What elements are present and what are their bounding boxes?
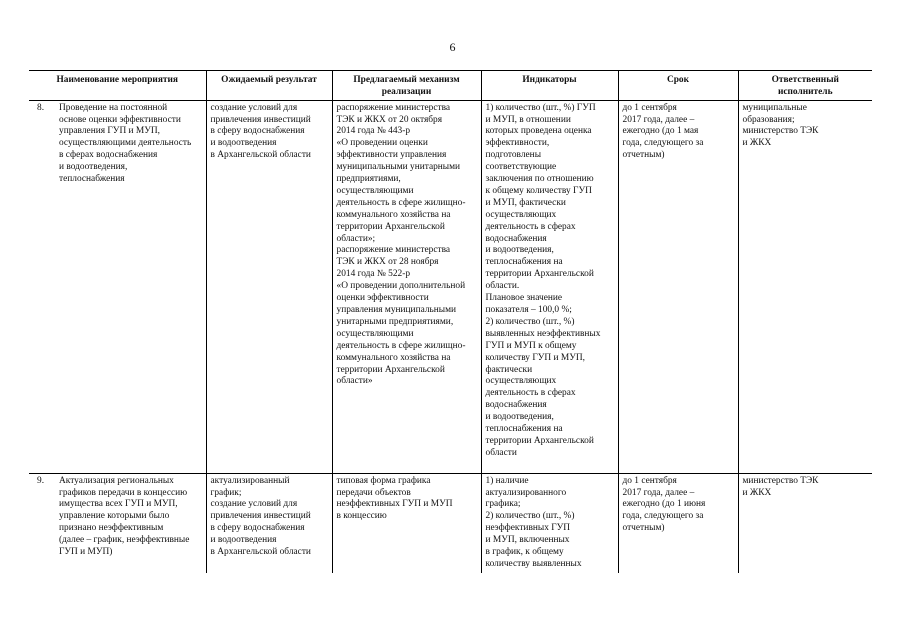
- cell-line: области»;: [336, 233, 376, 244]
- cell-line: актуализированного: [485, 487, 567, 498]
- cell-line: управления ГУП и МУП,: [59, 126, 161, 137]
- cell-line: ГУП и МУП): [59, 547, 113, 558]
- cell-line: к общему количеству ГУП: [485, 185, 592, 196]
- cell-line: в сферу водоснабжения: [210, 126, 305, 137]
- cell-line: в концессию: [336, 511, 387, 522]
- cell-line: распоряжение министерства: [336, 245, 451, 256]
- cell-line: неэффективных ГУП и МУП: [336, 499, 453, 510]
- cell-line: в график, к общему: [485, 547, 564, 558]
- cell-line: показателя – 100,0 %;: [485, 305, 572, 315]
- cell-responsible: [738, 100, 872, 473]
- cell-line: территории Архангельской: [485, 269, 594, 280]
- cell-line: привлечения инвестиций: [210, 511, 311, 522]
- cell-line: 1) количество (шт., %) ГУП: [485, 102, 596, 113]
- cell-line: области: [485, 447, 517, 458]
- cell-line: 2017 года, далее –: [622, 114, 695, 125]
- cell-line: отчетным): [622, 150, 665, 161]
- column-header-responsible: Ответственный исполнитель: [738, 71, 872, 101]
- cell-line: график;: [210, 487, 242, 498]
- cell-line: и водоотведения: [210, 535, 277, 546]
- cell-line: области»: [336, 376, 373, 387]
- cell-line: фактически: [485, 364, 533, 375]
- cell-indicators: [481, 100, 618, 473]
- cell-line: (далее – график, неэффективные: [59, 535, 190, 546]
- cell-line: осуществляющих: [485, 376, 557, 387]
- column-header-expected-result: Ожидаемый результат: [206, 71, 332, 101]
- cell-line: выявленных неэффективных: [485, 328, 601, 339]
- cell-line: министерство ТЭК: [742, 475, 819, 486]
- cell-line: имущества всех ГУП и МУП,: [59, 499, 178, 510]
- column-header-deadline: Срок: [618, 71, 738, 101]
- cell-line: и водоотведения,: [485, 245, 554, 256]
- row-number: 9.: [37, 475, 45, 486]
- cell-line: графика;: [485, 499, 521, 510]
- cell-line: ежегодно (до 1 мая: [622, 126, 699, 137]
- cell-line: и МУП, фактически: [485, 197, 566, 208]
- cell-line: которых проведена оценка: [485, 126, 592, 137]
- cell-line: распоряжение министерства: [336, 102, 451, 113]
- cell-line: года, следующего за: [622, 511, 704, 522]
- cell-line: деятельность в сферах: [485, 221, 576, 232]
- cell-line: 2014 года № 522-р: [336, 269, 411, 280]
- cell-line: актуализированный: [210, 475, 290, 486]
- cell-line: создание условий для: [210, 499, 298, 510]
- cell-line: ТЭК и ЖКХ от 28 ноября: [336, 257, 439, 268]
- cell-line: признано неэффективным: [59, 523, 164, 534]
- cell-line: в сферах водоснабжения: [59, 150, 158, 161]
- cell-line: основе оценки эффективности: [59, 114, 181, 125]
- cell-line: министерство ТЭК: [742, 126, 819, 137]
- cell-line: муниципальные: [742, 102, 807, 113]
- cell-line: ежегодно (до 1 июня: [622, 499, 706, 510]
- cell-line: деятельность в сфере жилищно-: [336, 197, 466, 208]
- cell-line: до 1 сентября: [622, 102, 677, 113]
- cell-line: муниципальными унитарными: [336, 162, 461, 173]
- cell-line: образования;: [742, 114, 795, 125]
- row-number: 8.: [37, 102, 45, 113]
- cell-line: деятельность в сфере жилищно-: [336, 340, 466, 351]
- cell-line: коммунального хозяйства на: [336, 209, 451, 220]
- cell-mechanism: [332, 100, 481, 473]
- page-number: 6: [449, 40, 456, 54]
- cell-line: 2) количество (шт., %): [485, 316, 575, 327]
- cell-line: и ЖКХ: [742, 138, 772, 149]
- cell-line: и водоотведения: [210, 138, 277, 149]
- cell-line: унитарными предприятиями,: [336, 316, 454, 327]
- cell-line: отчетным): [622, 523, 665, 534]
- cell-line: и МУП, в отношении: [485, 114, 571, 125]
- cell-deadline: [618, 473, 738, 573]
- table-row: [29, 100, 872, 473]
- cell-line: в Архангельской области: [210, 547, 311, 558]
- cell-line: графиков передачи в концессию: [59, 487, 188, 498]
- cell-line: эффективности управления: [336, 150, 447, 161]
- cell-expected-result: [206, 473, 332, 573]
- cell-line: привлечения инвестиций: [210, 114, 311, 125]
- cell-line: и МУП, включенных: [485, 535, 570, 546]
- cell-line: оценки эффективности: [336, 293, 429, 304]
- cell-line: теплоснабжения: [59, 174, 125, 185]
- column-header-measure-name: Наименование мероприятия: [29, 71, 206, 101]
- cell-line: 2017 года, далее –: [622, 487, 695, 498]
- cell-line: Плановое значение: [485, 293, 563, 304]
- cell-responsible: [738, 473, 872, 573]
- cell-line: управления муниципальными: [336, 305, 457, 315]
- cell-line: создание условий для: [210, 102, 298, 113]
- cell-line: «О проведении оценки: [336, 138, 428, 149]
- cell-line: коммунального хозяйства на: [336, 352, 451, 363]
- cell-line: типовая форма графика: [336, 475, 431, 486]
- cell-line: и ЖКХ: [742, 487, 772, 498]
- cell-line: области.: [485, 281, 520, 292]
- cell-indicators: [481, 473, 618, 573]
- cell-line: и водоотведения,: [59, 162, 128, 173]
- column-header-mechanism: Предлагаемый механизм реализации: [332, 71, 481, 101]
- cell-line: предприятиями,: [336, 174, 401, 185]
- cell-line: до 1 сентября: [622, 475, 677, 486]
- cell-line: «О проведении дополнительной: [336, 281, 466, 292]
- cell-line: передачи объектов: [336, 487, 411, 498]
- cell-line: теплоснабжения на: [485, 424, 563, 435]
- cell-line: управление которыми было: [59, 511, 170, 522]
- cell-line: года, следующего за: [622, 138, 704, 149]
- cell-line: Актуализация региональных: [59, 475, 174, 486]
- cell-line: территории Архангельской: [485, 435, 594, 446]
- cell-line: 2014 года № 443-р: [336, 126, 411, 137]
- cell-line: деятельность в сферах: [485, 388, 576, 399]
- cell-line: водоснабжения: [485, 400, 547, 411]
- cell-line: осуществляющих: [485, 209, 557, 220]
- cell-mechanism: [332, 473, 481, 573]
- measures-table: [29, 70, 872, 573]
- cell-expected-result: [206, 100, 332, 473]
- table-header-row: [29, 71, 872, 101]
- cell-line: Проведение на постоянной: [59, 102, 168, 113]
- cell-line: количеству выявленных: [485, 558, 582, 569]
- cell-line: эффективности,: [485, 138, 550, 149]
- cell-line: территории Архангельской: [336, 221, 445, 232]
- cell-line: территории Архангельской: [336, 364, 445, 375]
- cell-line: осуществляющими: [336, 328, 414, 339]
- cell-line: заключения по отношению: [485, 174, 594, 185]
- cell-line: соответствующие: [485, 162, 557, 173]
- cell-line: теплоснабжения на: [485, 257, 563, 268]
- cell-line: 2) количество (шт., %): [485, 511, 575, 522]
- table-row: [29, 473, 872, 573]
- cell-line: 1) наличие: [485, 475, 529, 486]
- cell-line: и водоотведения,: [485, 412, 554, 423]
- cell-measure-name: [29, 100, 206, 473]
- cell-line: осуществляющими деятельность: [59, 138, 192, 149]
- cell-line: водоснабжения: [485, 233, 547, 244]
- cell-line: ГУП и МУП к общему: [485, 340, 577, 351]
- cell-line: подготовлены: [485, 150, 541, 161]
- cell-line: неэффективных ГУП: [485, 523, 571, 534]
- cell-line: в Архангельской области: [210, 150, 311, 161]
- cell-deadline: [618, 100, 738, 473]
- cell-measure-name: [29, 473, 206, 573]
- cell-line: количеству ГУП и МУП,: [485, 352, 585, 363]
- column-header-indicators: Индикаторы: [481, 71, 618, 101]
- cell-line: ТЭК и ЖКХ от 20 октября: [336, 114, 443, 125]
- cell-line: в сферу водоснабжения: [210, 523, 305, 534]
- cell-line: осуществляющими: [336, 185, 414, 196]
